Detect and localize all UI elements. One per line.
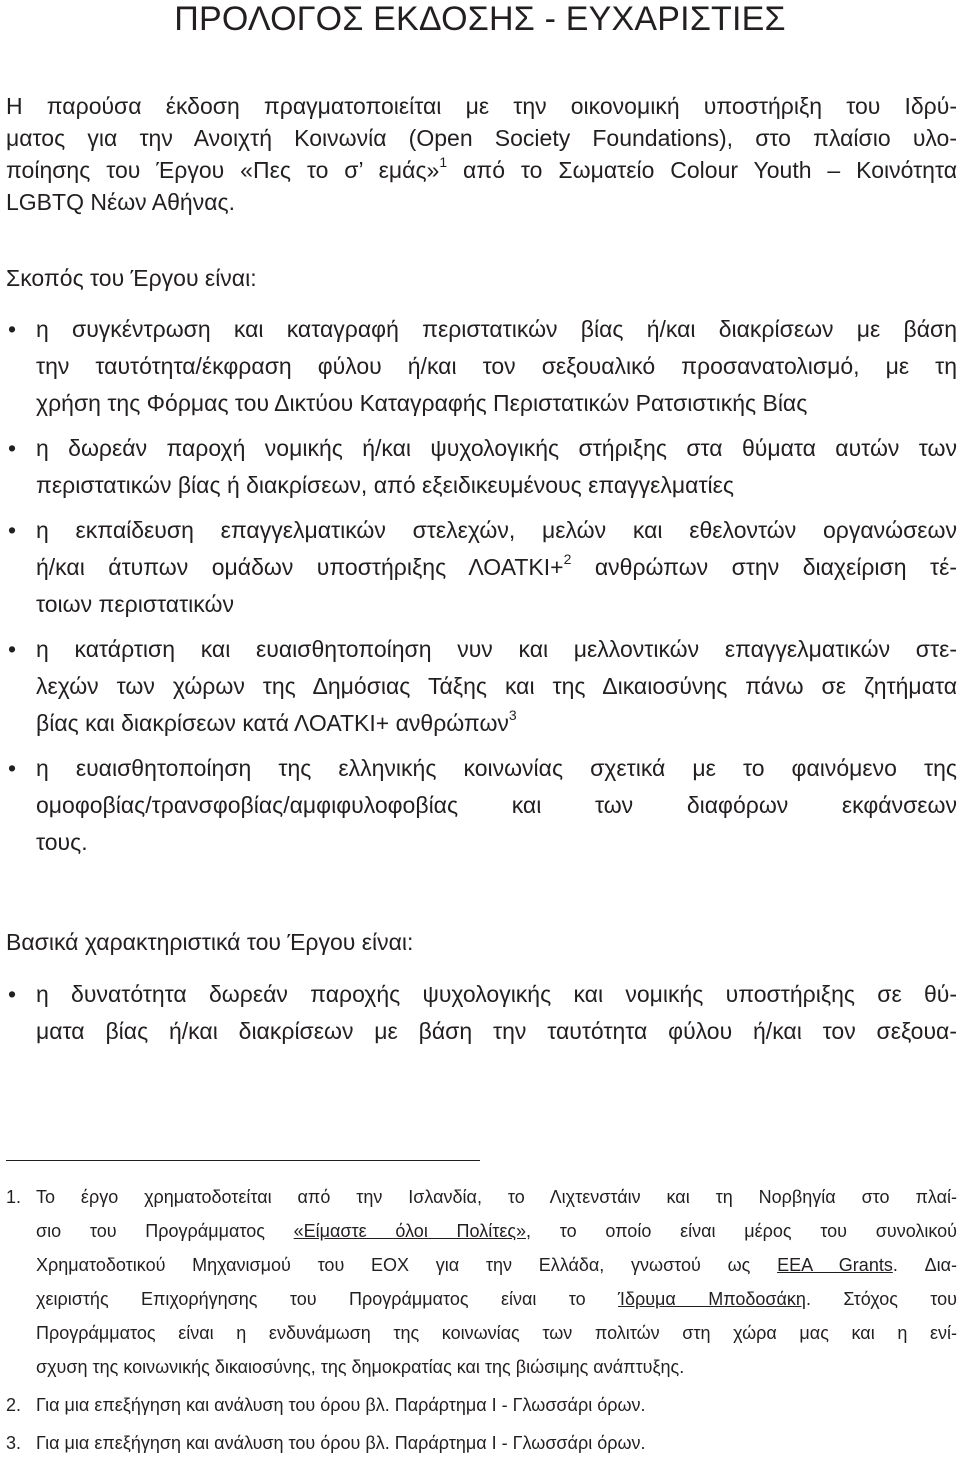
list-item-line: η εκπαίδευση επαγγελματικών στελεχών, μελών και εθελοντών οργανώσεων: [36, 517, 957, 543]
bullet-icon: •: [8, 755, 17, 781]
footnote-line: Το έργο χρηματοδοτείται από την Ισλανδία, το Λιχτενστάιν και τη Νορβηγία στο πλαί-: [36, 1187, 957, 1207]
list-item-line: χρήση της Φόρμας του Δικτύου Καταγραφής Περιστατικών Ρατσιστικής Βίας: [36, 390, 808, 416]
list-text: βίας και διακρίσεων κατά ΛΟΑΤΚΙ+ ανθρώπων: [36, 710, 509, 736]
intro-paragraph: [6, 90, 957, 218]
footnote-number: 2.: [6, 1395, 22, 1415]
list-item-line: η ευαισθητοποίηση της ελληνικής κοινωνίας σχετικά με το φαινόμενο της: [36, 755, 957, 781]
list-item: [6, 976, 957, 1050]
intro-text: από το Σωματείο Colour Youth – Κοινότητα: [447, 157, 957, 183]
footnote-line: [36, 1214, 957, 1248]
bullet-icon: •: [8, 636, 17, 662]
footnote-text: σιο του Προγράμματος: [36, 1221, 294, 1241]
footnote-ref-3[interactable]: 3: [508, 707, 517, 724]
footnote-line: σχυση της κοινωνικής δικαιοσύνης, της δημοκρατίας και της βιώσιμης ανάπτυξης.: [36, 1357, 685, 1377]
bullet-icon: •: [8, 435, 17, 461]
list-text: ή/και άτυπων ομάδων υποστήριξης ΛΟΑΤΚΙ+: [36, 554, 564, 580]
list-item: [6, 512, 957, 623]
bodossaki-link[interactable]: Ίδρυμα Μποδοσάκη: [618, 1289, 806, 1309]
features-list: [6, 976, 957, 1050]
eea-grants-link[interactable]: EEA Grants: [777, 1255, 893, 1275]
bullet-icon: •: [8, 981, 17, 1007]
list-item: [6, 750, 957, 861]
list-item-line: η δωρεάν παροχή νομικής ή/και ψυχολογικής στήριξης στα θύματα αυτών των: [36, 435, 957, 461]
list-item-line: η δυνατότητα δωρεάν παροχής ψυχολογικής και νομικής υποστήριξης σε θύ-: [36, 981, 957, 1007]
footnote-text: . Δια-: [892, 1255, 957, 1275]
list-item-line: τοιων περιστατικών: [36, 591, 234, 617]
list-item-line: λεχών των χώρων της Δημόσιας Τάξης και της Δικαιοσύνης πάνω σε ζητήματα: [36, 673, 957, 699]
list-item-line: [36, 549, 957, 586]
list-item-line: ομοφοβίας/τρανσφοβίας/αμφιφυλοφοβίας και των διαφόρων εκφάνσεων: [36, 792, 957, 818]
list-item-line: τους.: [36, 829, 88, 855]
list-item-line: περιστατικών βίας ή διακρίσεων, από εξειδικευμένους επαγγελματίες: [36, 472, 734, 498]
footnote-line: Για μια επεξήγηση και ανάλυση του όρου βλ. Παράρτημα Ι - Γλωσσάρι όρων.: [36, 1395, 646, 1415]
intro-line: ματος για την Ανοιχτή Κοινωνία (Open Society Foundations), στο πλαίσιο υλο-: [6, 125, 958, 151]
aims-heading: Σκοπός του Έργου είναι:: [6, 265, 257, 291]
aims-list: [6, 311, 957, 861]
list-item: [6, 430, 957, 504]
program-link[interactable]: «Είμαστε όλοι Πολίτες»: [293, 1221, 527, 1241]
intro-line: [6, 154, 957, 186]
footnote-text: Χρηματοδοτικού Μηχανισμού του ΕΟΧ για την Ελλάδα, γνωστού ως: [36, 1255, 778, 1275]
footnote-divider: [6, 1160, 480, 1161]
footnotes: [6, 1180, 957, 1460]
list-item-line: την ταυτότητα/έκφραση φύλου ή/και τον σεξουαλικό προσανατολισμό, με τη: [36, 353, 957, 379]
footnote-ref-1[interactable]: 1: [439, 154, 448, 171]
list-item-line: ματα βίας ή/και διακρίσεων με βάση την ταυτότητα φύλου ή/και τον σεξουα-: [36, 1018, 957, 1044]
list-item: [6, 631, 957, 742]
footnote-number: 1.: [6, 1187, 22, 1207]
list-item-line: [36, 705, 957, 742]
list-item-line: η κατάρτιση και ευαισθητοποίηση νυν και μελλοντικών επαγγελματικών στε-: [36, 636, 957, 662]
footnote-line: [36, 1248, 957, 1282]
list-item-line: η συγκέντρωση και καταγραφή περιστατικών βίας ή/και διακρίσεων με βάση: [36, 316, 957, 342]
footnote-line: Προγράμματος είναι η ενδυνάμωση της κοινωνίας των πολιτών στη χώρα μας και η ενί-: [36, 1323, 957, 1343]
bullet-icon: •: [8, 517, 17, 543]
footnote-text: . Στόχος του: [805, 1289, 958, 1309]
footnote-ref-2[interactable]: 2: [563, 551, 572, 568]
footnote-number: 3.: [6, 1433, 22, 1453]
footnote-line: [36, 1282, 957, 1316]
footnote-text: χειριστής Επιχορήγησης του Προγράμματος είναι το: [36, 1289, 619, 1309]
footnote-1: [6, 1180, 957, 1384]
footnote-2: [6, 1388, 957, 1422]
bullet-icon: •: [8, 316, 17, 342]
footnote-line: Για μια επεξήγηση και ανάλυση του όρου βλ. Παράρτημα Ι - Γλωσσάρι όρων.: [36, 1433, 646, 1453]
intro-line: LGBTQ Νέων Αθήνας.: [6, 189, 235, 215]
page-title: ΠΡΟΛΟΓΟΣ ΕΚΔΟΣΗΣ - ΕΥΧΑΡΙΣΤΙΕΣ: [174, 0, 786, 38]
intro-line: Η παρούσα έκδοση πραγματοποιείται με την οικονομική υποστήριξη του Ιδρύ-: [6, 93, 957, 119]
footnote-3: [6, 1426, 957, 1460]
footnote-text: , το οποίο είναι μέρος του συνολικού: [526, 1221, 957, 1241]
features-heading: Βασικά χαρακτηριστικά του Έργου είναι:: [6, 929, 414, 955]
list-text: ανθρώπων στην διαχείριση τέ-: [571, 554, 957, 580]
list-item: [6, 311, 957, 422]
intro-text: ποίησης του Έργου «Πες το σ’ εμάς»: [6, 157, 440, 183]
